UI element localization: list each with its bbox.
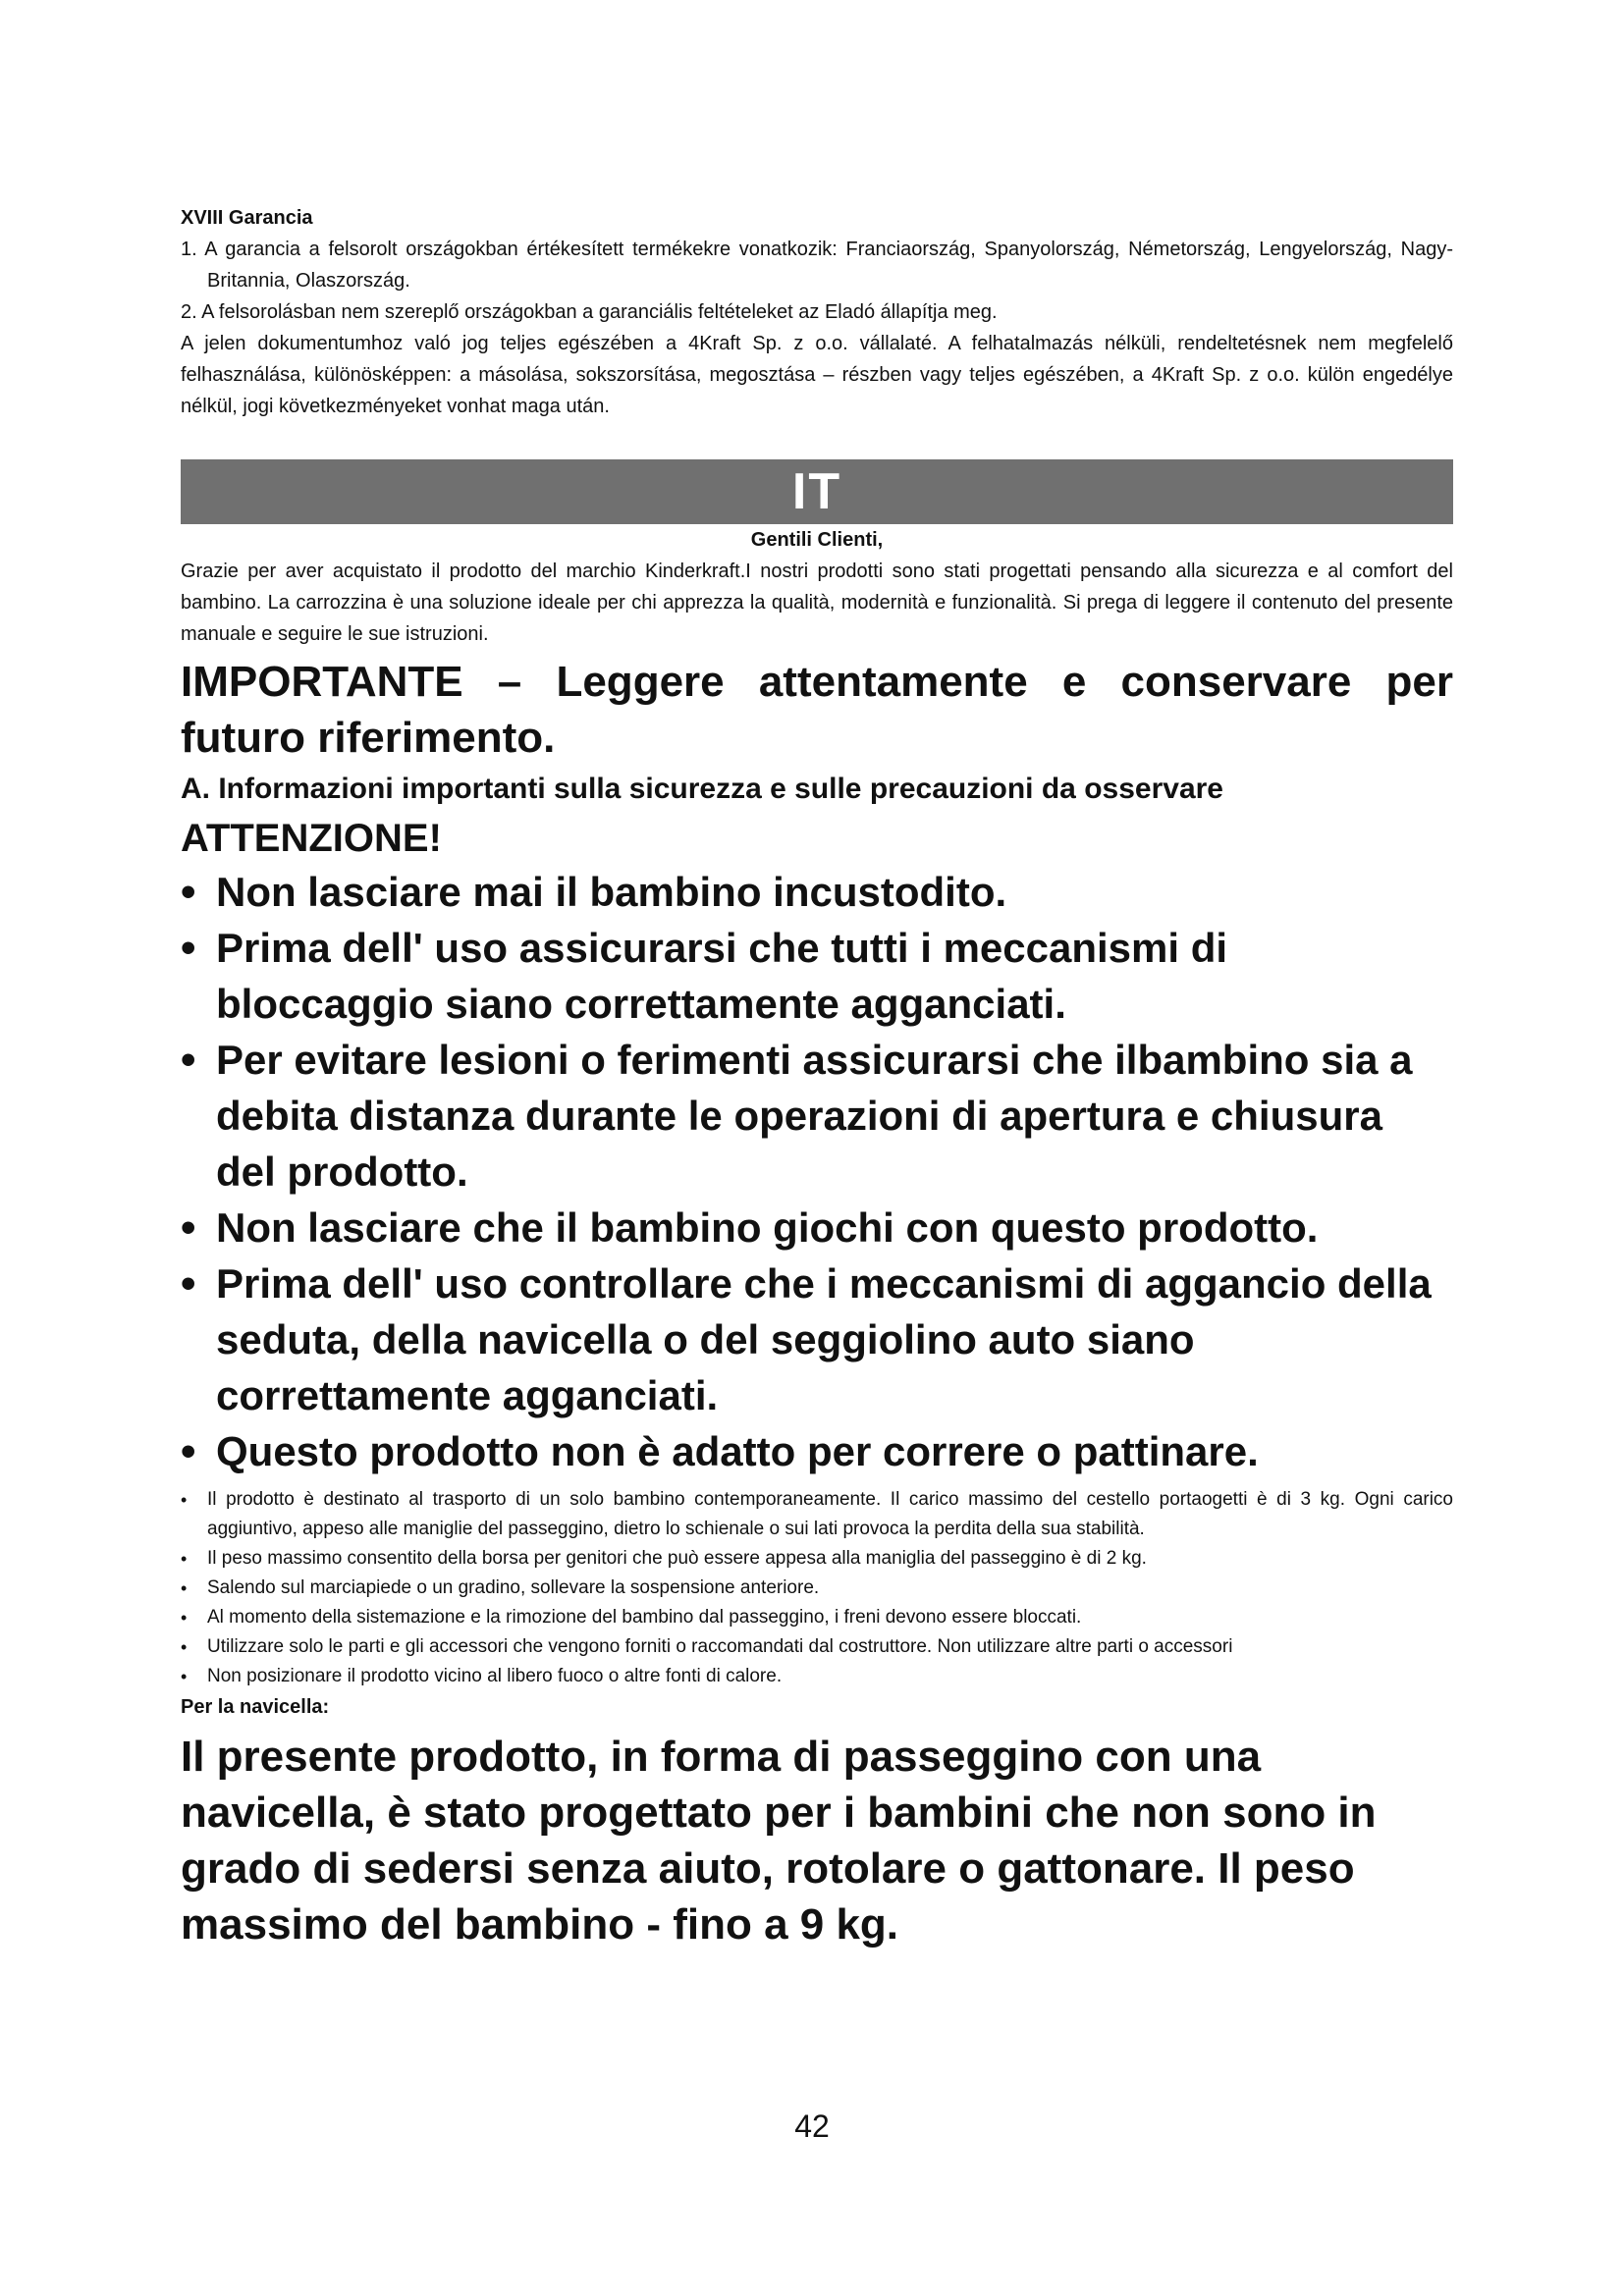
- bullet-icon: •: [181, 1637, 188, 1657]
- bullet-icon: •: [181, 868, 196, 916]
- note-item: • Il peso massimo consentito della borsa per genitori che può essere appesa alla maniglia del passeggino è di 2 kg.: [181, 1544, 1453, 1574]
- warning-heading: ATTENZIONE!: [181, 817, 442, 860]
- bullet-icon: •: [181, 1549, 188, 1569]
- note-item: • Utilizzare solo le parti e gli accessori che vengono forniti o raccomandati dal costruttore. Non utilizzare altre parti o accessori: [181, 1632, 1453, 1662]
- important-heading: IMPORTANTE – Leggere attentamente e conservare per futuro riferimento.: [181, 658, 1453, 762]
- bullet-icon: •: [181, 1427, 196, 1475]
- bullet-icon: •: [181, 1036, 196, 1084]
- note-item: • Al momento della sistemazione e la rimozione del bambino dal passeggino, i freni devono essere bloccati.: [181, 1603, 1453, 1632]
- carrycot-heading: Per la navicella:: [181, 1696, 330, 1718]
- warning-item: • Prima dell' uso assicurarsi che tutti i meccanismi di bloccaggio siano correttamente agganciati.: [181, 920, 1453, 1032]
- page-number: 42: [794, 2109, 830, 2144]
- bullet-icon: •: [181, 924, 196, 972]
- language-banner: IT: [181, 459, 1453, 524]
- carrycot-text: Il presente prodotto, in forma di passeggino con una navicella, è stato progettato per i bambini che non sono in grado di sedersi senza aiuto, rotolare o gattonare. Il peso massimo del bambino - fino a 9 kg.: [181, 1733, 1377, 1949]
- safety-warnings-list: [181, 864, 1453, 1479]
- bullet-icon: •: [181, 1259, 196, 1308]
- bullet-icon: •: [181, 1578, 188, 1598]
- bullet-icon: •: [181, 1608, 188, 1628]
- note-item: • Il prodotto è destinato al trasporto di un solo bambino contemporaneamente. Il carico massimo del cestello portaogetti è di 3 kg. Ogni carico aggiuntivo, appeso alle maniglie del passeggino, dietro lo schienale o sui lati provoca la perdita della sua stabilità.: [181, 1485, 1453, 1544]
- warning-item: • Questo prodotto non è adatto per correre o pattinare.: [181, 1423, 1453, 1479]
- warranty-item-2: 2. A felsorolásban nem szereplő országokban a garanciális feltételeket az Eladó állapítja meg.: [181, 301, 998, 323]
- warning-item: • Non lasciare mai il bambino incustodito.: [181, 864, 1453, 920]
- bullet-icon: •: [181, 1667, 188, 1686]
- warranty-heading: XVIII Garancia: [181, 207, 313, 229]
- bullet-icon: •: [181, 1203, 196, 1252]
- warning-item: • Non lasciare che il bambino giochi con questo prodotto.: [181, 1200, 1453, 1255]
- intro-paragraph: Grazie per aver acquistato il prodotto del marchio Kinderkraft.I nostri prodotti sono stati progettati pensando alla sicurezza e al comfort del bambino. La carrozzina è una soluzione ideale per chi apprezza la qualità, modernità e funzionalità. Si prega di leggere il contenuto del presente manuale e seguire le sue istruzioni.: [181, 561, 1453, 645]
- note-item: • Salendo sul marciapiede o un gradino, sollevare la sospensione anteriore.: [181, 1574, 1453, 1603]
- warning-item: • Per evitare lesioni o ferimenti assicurarsi che ilbambino sia a debita distanza durante le operazioni di apertura e chiusura del prodotto.: [181, 1032, 1453, 1200]
- copyright-notice: A jelen dokumentumhoz való jog teljes egészében a 4Kraft Sp. z o.o. vállalaté. A felhatalmazás nélküli, rendeltetésnek nem megfelelő felhasználása, különösképpen: a másolása, sokszorsítása, megosztása – részben vagy teljes egészében, a 4Kraft Sp. z o.o. külön engedélye nélkül, jogi következményeket vonhat maga után.: [181, 333, 1453, 417]
- note-item: • Non posizionare il prodotto vicino al libero fuoco o altre fonti di calore.: [181, 1662, 1453, 1691]
- bullet-icon: •: [181, 1490, 188, 1510]
- greeting: Gentili Clienti,: [750, 529, 884, 551]
- section-a-heading: A. Informazioni importanti sulla sicurezza e sulle precauzioni da osservare: [181, 773, 1223, 805]
- warranty-item-1: 1. A garancia a felsorolt országokban értékesített termékekre vonatkozik: Franciaország, Spanyolország, Németország, Lengyelország, Nagy-Britannia, Olaszország.: [181, 239, 1453, 292]
- document-page: [181, 202, 1453, 1952]
- usage-notes-list: [181, 1485, 1453, 1691]
- warning-item: • Prima dell' uso controllare che i meccanismi di aggancio della seduta, della navicella o del seggiolino auto siano correttamente agganciati.: [181, 1255, 1453, 1423]
